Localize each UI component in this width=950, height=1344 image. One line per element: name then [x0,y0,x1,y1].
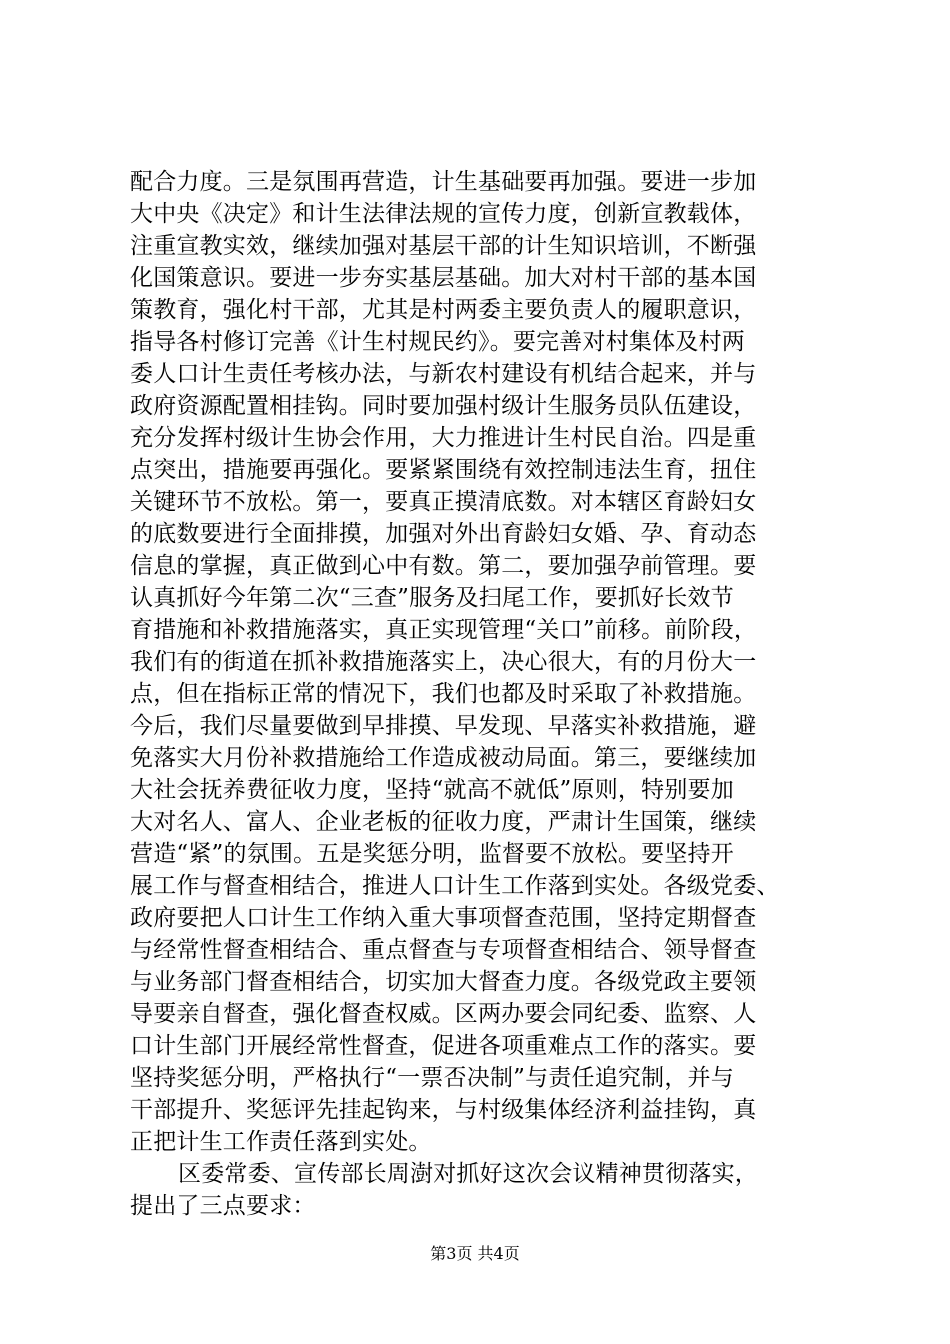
text-line: 干部提升、奖惩评先挂起钩来，与村级集体经济利益挂钩，真 [130,1097,757,1123]
text-line: 政府要把人口计生工作纳入重大事项督查范围，坚持定期督查 [130,905,757,931]
text-line: 化国策意识。要进一步夯实基层基础。加大对村干部的基本国 [130,265,757,291]
text-line: 提出了三点要求： [130,1193,316,1219]
text-line: 政府资源配置相挂钩。同时要加强村级计生服务员队伍建设， [130,393,757,419]
text-line: 关键环节不放松。第一，要真正摸清底数。对本辖区育龄妇女 [130,489,757,515]
text-line: 点突出，措施要再强化。要紧紧围绕有效控制违法生育，扭住 [130,457,757,483]
text-line: 大对名人、富人、企业老板的征收力度，严肃计生国策，继续 [130,809,757,835]
text-line: 信息的掌握，真正做到心中有数。第二，要加强孕前管理。要 [130,553,757,579]
text-line: 委人口计生责任考核办法，与新农村建设有机结合起来，并与 [130,361,757,387]
text-line: 与业务部门督查相结合，切实加大督查力度。各级党政主要领 [130,969,757,995]
text-line: 大中央《决定》和计生法律法规的宣传力度，创新宣教载体， [130,201,757,227]
text-line: 育措施和补救措施落实，真正实现管理“关口”前移。前阶段， [130,617,758,643]
text-line: 导要亲自督查，强化督查权威。区两办要会同纪委、监察、人 [130,1001,757,1027]
text-line: 注重宣教实效，继续加强对基层干部的计生知识培训，不断强 [130,233,757,259]
text-line: 我们有的街道在抓补救措施落实上，决心很大，有的月份大一 [130,649,757,675]
text-line: 与经常性督查相结合、重点督查与专项督查相结合、领导督查 [130,937,757,963]
text-line: 营造“紧”的氛围。五是奖惩分明，监督要不放松。要坚持开 [130,841,734,867]
paragraph-start-line: 区委常委、宣传部长周澍对抓好这次会议精神贯彻落实， [178,1161,758,1187]
text-line: 认真抓好今年第二次“三查”服务及扫尾工作，要抓好长效节 [130,585,734,611]
text-line: 配合力度。三是氛围再营造，计生基础要再加强。要进一步加 [130,169,757,195]
text-line: 展工作与督查相结合，推进人口计生工作落到实处。各级党委、 [130,873,780,899]
text-line: 坚持奖惩分明，严格执行“一票否决制”与责任追究制，并与 [130,1065,734,1091]
text-line: 今后，我们尽量要做到早排摸、早发现、早落实补救措施，避 [130,713,757,739]
text-line: 大社会抚养费征收力度，坚持“就高不就低”原则，特别要加 [130,777,734,803]
text-line: 口计生部门开展经常性督查，促进各项重难点工作的落实。要 [130,1033,757,1059]
text-line: 充分发挥村级计生协会作用，大力推进计生村民自治。四是重 [130,425,757,451]
text-line: 正把计生工作责任落到实处。 [130,1129,432,1155]
text-line: 点，但在指标正常的情况下，我们也都及时采取了补救措施。 [130,681,757,707]
text-line: 的底数要进行全面排摸，加强对外出育龄妇女婚、孕、育动态 [130,521,757,547]
page-number-footer: 第3页 共4页 [430,1244,520,1263]
text-line: 指导各村修订完善《计生村规民约》。要完善对村集体及村两 [130,329,745,355]
body-text [130,166,830,1222]
text-line: 策教育，强化村干部，尤其是村两委主要负责人的履职意识， [130,297,757,323]
text-line: 免落实大月份补救措施给工作造成被动局面。第三，要继续加 [130,745,757,771]
